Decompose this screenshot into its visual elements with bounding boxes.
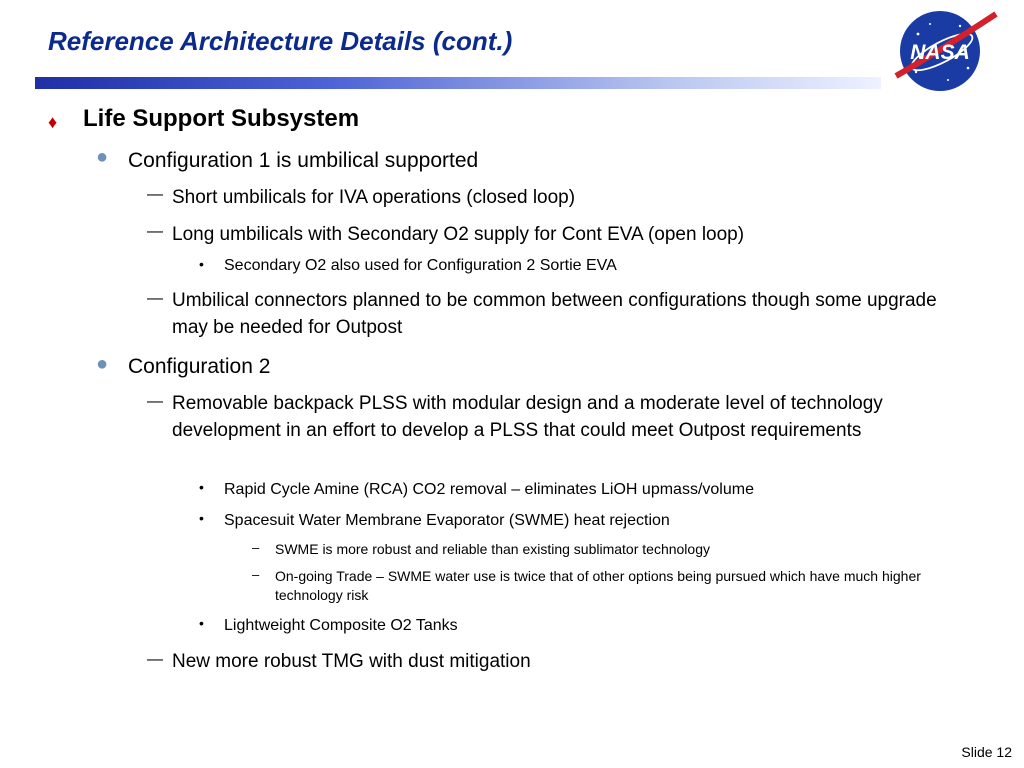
dash-bullet-icon: — (147, 290, 163, 307)
list-item: SWME is more robust and reliable than existing sublimator technology (275, 541, 710, 557)
list-item: Umbilical connectors planned to be common between configurations though some upgrade may be needed for Outpost (172, 290, 937, 338)
list-item: Long umbilicals with Secondary O2 supply for Cont EVA (open loop) (172, 224, 745, 245)
dash-bullet-icon: – (252, 540, 260, 555)
diamond-bullet-icon: ♦ (48, 112, 58, 132)
bullet-icon: • (199, 615, 204, 631)
bullet-icon: ● (96, 146, 109, 168)
list-item: Rapid Cycle Amine (RCA) CO2 removal – eliminates LiOH upmass/volume (224, 481, 754, 498)
list-item: Spacesuit Water Membrane Evaporator (SWME) heat rejection (224, 512, 670, 529)
bullet-icon: ● (96, 353, 109, 375)
dash-bullet-icon: – (252, 567, 260, 582)
list-item: Secondary O2 also used for Configuration 2 Sortie EVA (224, 257, 617, 274)
list-item: New more robust TMG with dust mitigation (172, 651, 531, 672)
dash-bullet-icon: — (147, 651, 163, 668)
bullet-icon: • (199, 256, 204, 272)
bullet-icon: • (199, 479, 204, 495)
page-title: Reference Architecture Details (cont.) (48, 26, 513, 56)
list-item: Removable backpack PLSS with modular design and a moderate level of technology development in an effort to develop a PLSS that could meet Outpost requirements (172, 393, 883, 441)
dash-bullet-icon: — (147, 393, 163, 410)
list-item: Short umbilicals for IVA operations (closed loop) (172, 187, 576, 208)
dash-bullet-icon: — (147, 223, 163, 240)
bullet-icon: • (199, 510, 204, 526)
dash-bullet-icon: — (147, 186, 163, 203)
nasa-logo-text: NASA (910, 41, 970, 64)
config1-label: Configuration 1 is umbilical supported (128, 149, 479, 172)
slide-number: Slide 12 (961, 744, 1012, 760)
section-heading: Life Support Subsystem (83, 105, 360, 132)
list-item: Lightweight Composite O2 Tanks (224, 617, 458, 634)
list-item: On-going Trade – SWME water use is twice that of other options being pursued which have much higher technology risk (275, 568, 921, 603)
config2-label: Configuration 2 (128, 355, 271, 378)
